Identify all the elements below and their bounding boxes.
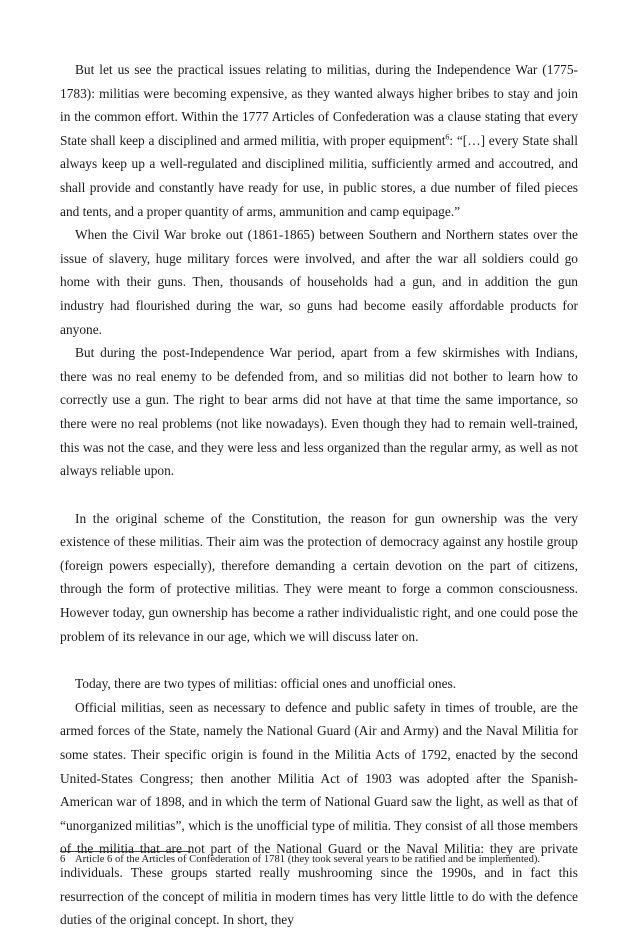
paragraph-two-types: Today, there are two types of militias: official ones and unofficial ones. <box>75 676 457 692</box>
paragraph-text-quote: : “[…] every State shall always keep up a well-regulated and disciplined militia, sufficiently armed and accoutred, and shall provide and constantly have ready for use, in public stores, a due number of filed pieces and tents, and a proper quantity of arms, ammunition and camp equipage.” <box>60 132 578 219</box>
paragraph-spacer <box>60 648 578 672</box>
document-body <box>60 58 578 932</box>
paragraph-spacer <box>60 483 578 507</box>
footnote-divider <box>60 851 191 852</box>
footnote-text: Article 6 of the Articles of Confederation of 1781 (they took several years to be ratified and be implemented). <box>75 854 541 865</box>
paragraph-post-independence: But during the post-Independence War period, apart from a few skirmishes with Indians, there was no real enemy to be defended from, and so militias did not bother to learn how to correctly use a gun. The right to bear arms did not have at that time the same importance, so there were no real problems (not like nowadays). Even though they had to remain well-trained, this was not the case, and they were less and less organized than the regular army, as well as not always reliable upon. <box>60 345 578 479</box>
footnote-number: 6 <box>60 854 66 865</box>
paragraph-civil-war: When the Civil War broke out (1861-1865) between Southern and Northern states over the issue of slavery, huge military forces were involved, and after the war all soldiers could go home with their guns. Then, thousands of households had a gun, and in addition the gun industry had flourished during the war, so guns had become easily affordable products for anyone. <box>60 227 578 337</box>
paragraph-constitution: In the original scheme of the Constitution, the reason for gun ownership was the very existence of these militias. Their aim was the protection of democracy against any hostile group (foreign powers especially), therefore demanding a certain devotion on the part of citizens, through the form of protective militias. They were meant to forge a common consciousness. However today, gun ownership has become a rather individualistic right, and one could pose the problem of its relevance in our age, which we will discuss later on. <box>60 510 578 644</box>
footnote <box>60 853 580 867</box>
paragraph-official-militias: Official militias, seen as necessary to defence and public safety in times of trouble, are the armed forces of the State, namely the National Guard (Air and Army) and the Naval Militia for some states. Their specific origin is found in the Militia Acts of 1792, enacted by the second United-States Congress; then another Militia Act of 1903 was adopted after the Spanish-American war of 1898, and in which the term of National Guard saw the light, as well as that of “unorganized militias”, which is the unofficial type of militia. They consist of all those members of the militia that are not part of the National Guard or the Naval Militia: they are private individuals. These groups started really mushrooming since the 1990s, and in fact this resurrection of the concept of militia in modern times has very little little to do with the defence duties of the original concept. In short, they <box>60 699 578 928</box>
footnote-reference: 6 <box>445 132 450 142</box>
paragraph-independence-war <box>60 58 578 223</box>
paragraph-text: But let us see the practical issues relating to militias, during the Independence War (1775-1783): militias were becoming expensive, as they wanted always higher bribes to stay and join in the common effort. Within the 1777 Articles of Confederation was a clause stating that every State shall keep a disciplined and armed militia, with proper equipment <box>60 62 578 148</box>
